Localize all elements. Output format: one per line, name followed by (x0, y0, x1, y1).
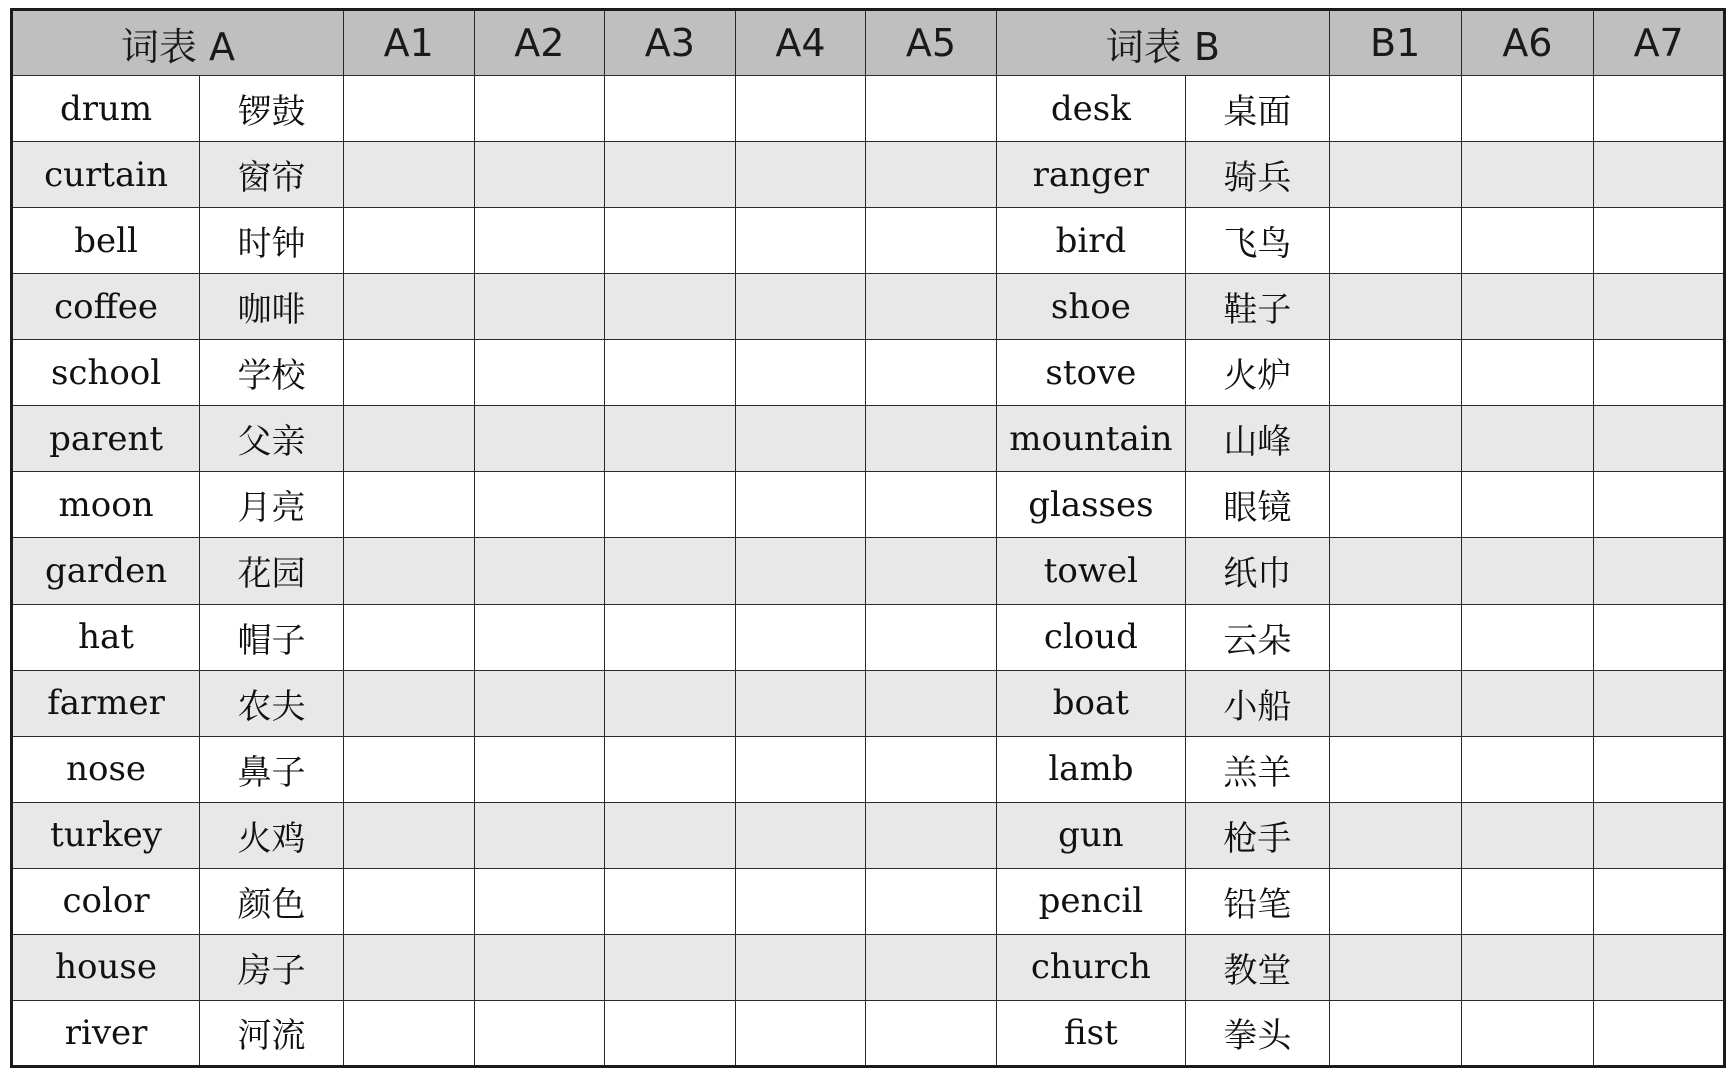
answer-cell-a6 (1461, 208, 1594, 274)
answer-cell-a7 (1594, 274, 1725, 340)
header-list-b: 词表 B (996, 10, 1329, 76)
answer-cell-b1 (1329, 736, 1461, 802)
answer-cell-a7 (1594, 868, 1725, 934)
list-b-english-word: pencil (996, 868, 1185, 934)
list-b-chinese-word: 教堂 (1186, 934, 1330, 1000)
answer-cell-a6 (1461, 1000, 1594, 1066)
answer-cell-a4 (735, 142, 866, 208)
answer-cell-a3 (605, 208, 736, 274)
header-a7: A7 (1594, 10, 1725, 76)
list-b-chinese-word: 拳头 (1186, 1000, 1330, 1066)
answer-cell-a1 (343, 538, 474, 604)
list-a-english-word: garden (12, 538, 200, 604)
list-b-chinese-word: 纸巾 (1186, 538, 1330, 604)
answer-cell-a4 (735, 736, 866, 802)
answer-cell-a6 (1461, 802, 1594, 868)
header-a5: A5 (866, 10, 997, 76)
answer-cell-a5 (866, 538, 997, 604)
answer-cell-a5 (866, 1000, 997, 1066)
list-a-english-word: turkey (12, 802, 200, 868)
list-a-english-word: school (12, 340, 200, 406)
table-body (12, 76, 1725, 1067)
list-b-chinese-word: 飞鸟 (1186, 208, 1330, 274)
table-row (12, 538, 1725, 604)
list-b-chinese-word: 山峰 (1186, 406, 1330, 472)
answer-cell-a4 (735, 1000, 866, 1066)
answer-cell-a4 (735, 670, 866, 736)
answer-cell-a5 (866, 406, 997, 472)
list-b-english-word: stove (996, 340, 1185, 406)
answer-cell-a5 (866, 274, 997, 340)
table-row (12, 208, 1725, 274)
answer-cell-a7 (1594, 142, 1725, 208)
answer-cell-a5 (866, 604, 997, 670)
list-b-chinese-word: 火炉 (1186, 340, 1330, 406)
answer-cell-a3 (605, 934, 736, 1000)
answer-cell-a2 (474, 76, 605, 142)
table-row (12, 736, 1725, 802)
list-b-chinese-word: 鞋子 (1186, 274, 1330, 340)
list-b-english-word: fist (996, 1000, 1185, 1066)
answer-cell-b1 (1329, 802, 1461, 868)
list-b-chinese-word: 小船 (1186, 670, 1330, 736)
answer-cell-a2 (474, 604, 605, 670)
answer-cell-a7 (1594, 538, 1725, 604)
answer-cell-a4 (735, 868, 866, 934)
list-a-english-word: nose (12, 736, 200, 802)
answer-cell-b1 (1329, 406, 1461, 472)
list-a-chinese-word: 锣鼓 (200, 76, 344, 142)
answer-cell-a6 (1461, 340, 1594, 406)
list-a-english-word: parent (12, 406, 200, 472)
list-b-chinese-word: 云朵 (1186, 604, 1330, 670)
answer-cell-a4 (735, 604, 866, 670)
header-b1: B1 (1329, 10, 1461, 76)
list-b-chinese-word: 枪手 (1186, 802, 1330, 868)
answer-cell-a6 (1461, 604, 1594, 670)
answer-cell-a1 (343, 802, 474, 868)
answer-cell-a2 (474, 142, 605, 208)
word-list-table (10, 8, 1726, 1068)
answer-cell-a5 (866, 76, 997, 142)
table-row (12, 868, 1725, 934)
answer-cell-a2 (474, 274, 605, 340)
header-a1: A1 (343, 10, 474, 76)
table-row (12, 934, 1725, 1000)
answer-cell-a7 (1594, 802, 1725, 868)
answer-cell-a5 (866, 670, 997, 736)
list-b-chinese-word: 眼镜 (1186, 472, 1330, 538)
answer-cell-a1 (343, 604, 474, 670)
answer-cell-a6 (1461, 868, 1594, 934)
answer-cell-a3 (605, 538, 736, 604)
answer-cell-a1 (343, 736, 474, 802)
answer-cell-a5 (866, 934, 997, 1000)
answer-cell-a4 (735, 802, 866, 868)
answer-cell-a2 (474, 472, 605, 538)
answer-cell-a7 (1594, 472, 1725, 538)
answer-cell-a4 (735, 76, 866, 142)
answer-cell-b1 (1329, 274, 1461, 340)
answer-cell-a4 (735, 538, 866, 604)
answer-cell-a5 (866, 208, 997, 274)
list-a-english-word: drum (12, 76, 200, 142)
answer-cell-a3 (605, 142, 736, 208)
list-a-english-word: bell (12, 208, 200, 274)
answer-cell-a7 (1594, 1000, 1725, 1066)
table-row (12, 274, 1725, 340)
answer-cell-a4 (735, 934, 866, 1000)
answer-cell-a6 (1461, 472, 1594, 538)
answer-cell-a7 (1594, 670, 1725, 736)
list-b-english-word: gun (996, 802, 1185, 868)
answer-cell-b1 (1329, 934, 1461, 1000)
list-b-english-word: lamb (996, 736, 1185, 802)
answer-cell-a6 (1461, 736, 1594, 802)
table-row (12, 1000, 1725, 1066)
answer-cell-b1 (1329, 538, 1461, 604)
list-a-chinese-word: 花园 (200, 538, 344, 604)
header-a6: A6 (1461, 10, 1594, 76)
answer-cell-a3 (605, 406, 736, 472)
list-a-chinese-word: 火鸡 (200, 802, 344, 868)
list-b-english-word: boat (996, 670, 1185, 736)
answer-cell-a6 (1461, 76, 1594, 142)
answer-cell-a1 (343, 274, 474, 340)
answer-cell-b1 (1329, 142, 1461, 208)
answer-cell-a7 (1594, 934, 1725, 1000)
answer-cell-a2 (474, 340, 605, 406)
answer-cell-a4 (735, 274, 866, 340)
table-row (12, 340, 1725, 406)
list-a-english-word: moon (12, 472, 200, 538)
answer-cell-a5 (866, 340, 997, 406)
answer-cell-a3 (605, 736, 736, 802)
list-b-english-word: mountain (996, 406, 1185, 472)
answer-cell-a7 (1594, 208, 1725, 274)
table-row (12, 406, 1725, 472)
answer-cell-a2 (474, 802, 605, 868)
answer-cell-b1 (1329, 868, 1461, 934)
answer-cell-a2 (474, 934, 605, 1000)
answer-cell-a5 (866, 142, 997, 208)
list-a-chinese-word: 窗帘 (200, 142, 344, 208)
list-b-english-word: bird (996, 208, 1185, 274)
header-a4: A4 (735, 10, 866, 76)
answer-cell-a5 (866, 736, 997, 802)
answer-cell-a7 (1594, 736, 1725, 802)
answer-cell-a6 (1461, 406, 1594, 472)
list-a-english-word: hat (12, 604, 200, 670)
answer-cell-a3 (605, 472, 736, 538)
answer-cell-a5 (866, 868, 997, 934)
answer-cell-a4 (735, 406, 866, 472)
table-row (12, 76, 1725, 142)
list-a-chinese-word: 学校 (200, 340, 344, 406)
answer-cell-a1 (343, 1000, 474, 1066)
header-list-a: 词表 A (12, 10, 344, 76)
answer-cell-a1 (343, 76, 474, 142)
table-row (12, 472, 1725, 538)
answer-cell-a2 (474, 868, 605, 934)
answer-cell-a6 (1461, 670, 1594, 736)
answer-cell-a3 (605, 1000, 736, 1066)
list-b-english-word: ranger (996, 142, 1185, 208)
list-a-chinese-word: 父亲 (200, 406, 344, 472)
answer-cell-b1 (1329, 670, 1461, 736)
answer-cell-a7 (1594, 604, 1725, 670)
answer-cell-b1 (1329, 76, 1461, 142)
answer-cell-b1 (1329, 208, 1461, 274)
answer-cell-a5 (866, 802, 997, 868)
list-a-chinese-word: 月亮 (200, 472, 344, 538)
list-b-english-word: cloud (996, 604, 1185, 670)
answer-cell-a3 (605, 802, 736, 868)
answer-cell-a1 (343, 670, 474, 736)
answer-cell-a2 (474, 208, 605, 274)
list-a-chinese-word: 河流 (200, 1000, 344, 1066)
answer-cell-a6 (1461, 934, 1594, 1000)
list-a-english-word: coffee (12, 274, 200, 340)
answer-cell-a6 (1461, 142, 1594, 208)
answer-cell-a1 (343, 142, 474, 208)
answer-cell-a3 (605, 604, 736, 670)
answer-cell-a3 (605, 340, 736, 406)
table-row (12, 670, 1725, 736)
list-a-english-word: curtain (12, 142, 200, 208)
header-row (12, 10, 1725, 76)
list-a-chinese-word: 帽子 (200, 604, 344, 670)
answer-cell-a7 (1594, 406, 1725, 472)
answer-cell-a1 (343, 868, 474, 934)
answer-cell-a5 (866, 472, 997, 538)
answer-cell-a7 (1594, 340, 1725, 406)
answer-cell-a1 (343, 340, 474, 406)
table-row (12, 604, 1725, 670)
answer-cell-b1 (1329, 340, 1461, 406)
list-b-chinese-word: 骑兵 (1186, 142, 1330, 208)
answer-cell-a6 (1461, 274, 1594, 340)
list-a-chinese-word: 时钟 (200, 208, 344, 274)
answer-cell-a4 (735, 340, 866, 406)
list-b-english-word: shoe (996, 274, 1185, 340)
header-a3: A3 (605, 10, 736, 76)
list-b-chinese-word: 羔羊 (1186, 736, 1330, 802)
list-b-english-word: church (996, 934, 1185, 1000)
answer-cell-a2 (474, 736, 605, 802)
list-b-english-word: towel (996, 538, 1185, 604)
list-a-english-word: color (12, 868, 200, 934)
answer-cell-a3 (605, 76, 736, 142)
table-row (12, 142, 1725, 208)
answer-cell-a1 (343, 406, 474, 472)
answer-cell-b1 (1329, 472, 1461, 538)
answer-cell-a2 (474, 406, 605, 472)
header-a2: A2 (474, 10, 605, 76)
answer-cell-a7 (1594, 76, 1725, 142)
answer-cell-a2 (474, 670, 605, 736)
answer-cell-a1 (343, 934, 474, 1000)
answer-cell-a3 (605, 274, 736, 340)
list-a-english-word: river (12, 1000, 200, 1066)
answer-cell-a3 (605, 868, 736, 934)
answer-cell-a3 (605, 670, 736, 736)
answer-cell-b1 (1329, 1000, 1461, 1066)
answer-cell-a2 (474, 538, 605, 604)
answer-cell-a4 (735, 472, 866, 538)
list-b-chinese-word: 桌面 (1186, 76, 1330, 142)
list-a-chinese-word: 鼻子 (200, 736, 344, 802)
list-a-chinese-word: 咖啡 (200, 274, 344, 340)
list-b-chinese-word: 铅笔 (1186, 868, 1330, 934)
list-a-english-word: farmer (12, 670, 200, 736)
answer-cell-a2 (474, 1000, 605, 1066)
answer-cell-a4 (735, 208, 866, 274)
answer-cell-b1 (1329, 604, 1461, 670)
list-a-english-word: house (12, 934, 200, 1000)
list-b-english-word: desk (996, 76, 1185, 142)
list-a-chinese-word: 颜色 (200, 868, 344, 934)
list-a-chinese-word: 农夫 (200, 670, 344, 736)
answer-cell-a1 (343, 208, 474, 274)
answer-cell-a1 (343, 472, 474, 538)
table-row (12, 802, 1725, 868)
list-b-english-word: glasses (996, 472, 1185, 538)
list-a-chinese-word: 房子 (200, 934, 344, 1000)
answer-cell-a6 (1461, 538, 1594, 604)
